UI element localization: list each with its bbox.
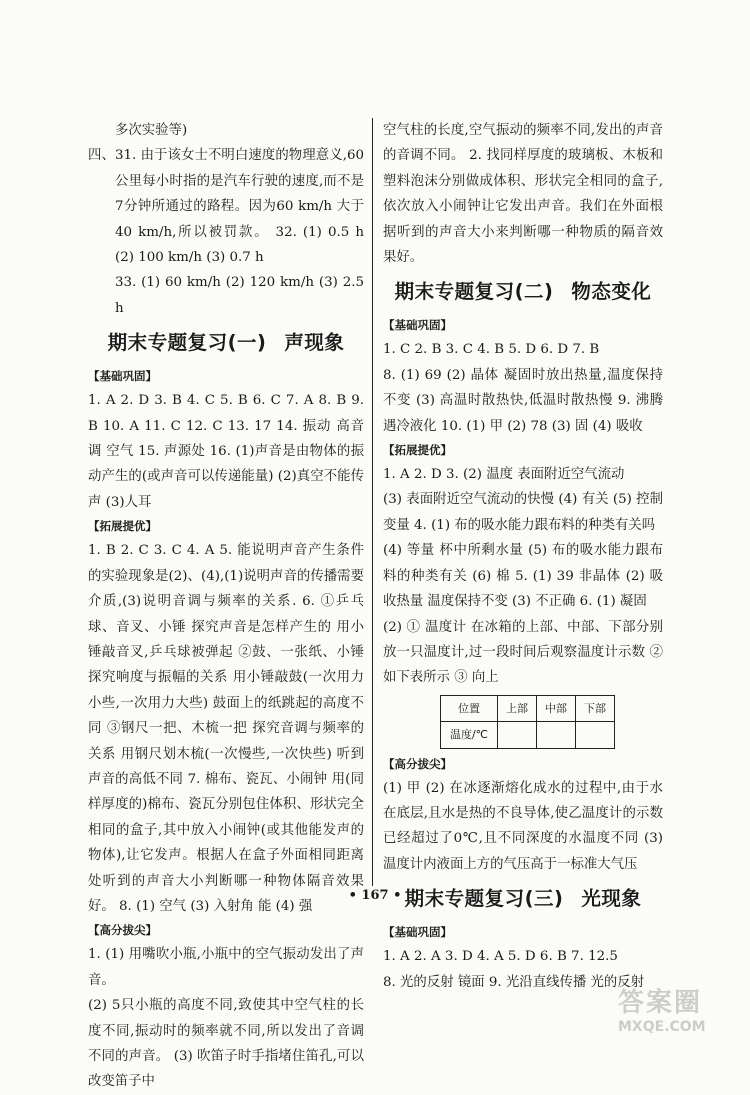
table-row bbox=[441, 722, 615, 748]
s3-basic-line-2: 8. 光的反射 镜面 9. 光沿直线传播 光的反射 bbox=[383, 974, 645, 990]
intro-line-2: 四、31. 由于该女士不明白速度的物理意义,60公里每小时指的是汽车行驶的速度,而不是7分钟所通过的路程。因为60 km/h 大于40 km/h,所以被罚款。 32. (1) 0.5 h (2) 100 km/h (3) 0.7 h bbox=[88, 148, 364, 266]
tag-extend-2: 【拓展提优】 bbox=[383, 443, 452, 458]
intro-line-3: 33. (1) 60 km/h (2) 120 km/h (3) 2.5 h bbox=[115, 275, 364, 316]
section-title-3: 期末专题复习(三) 光现象 bbox=[404, 887, 642, 911]
table-header-cell: 上部 bbox=[498, 695, 537, 721]
table-cell bbox=[537, 722, 576, 748]
watermark-text: 答案圈 bbox=[618, 988, 703, 1018]
watermark-url: MXQE.COM bbox=[618, 1019, 706, 1035]
tag-basic-3: 【基础巩固】 bbox=[383, 925, 452, 940]
section-title-1: 期末专题复习(一) 声现象 bbox=[107, 331, 345, 355]
tag-high-1: 【高分拔尖】 bbox=[88, 923, 157, 938]
s2-extend-line-3: (4) 等量 杯中所剩水量 (5) 布的吸水能力跟布料的种类有关 (6) 棉 5. (1) 39 非晶体 (2) 吸收热量 温度保持不变 (3) 不正确 6. (1) 凝固 bbox=[383, 543, 663, 610]
table-header-row bbox=[441, 695, 615, 721]
watermark-logo bbox=[618, 982, 738, 1042]
tag-basic-1: 【基础巩固】 bbox=[88, 369, 157, 384]
intro-line-1: 多次实验等) bbox=[115, 123, 188, 138]
temperature-table bbox=[440, 695, 615, 749]
s2-basic-line-2: 8. (1) 69 (2) 晶体 凝固时放出热量,温度保持不变 (3) 高温时散热快,低温时散热慢 9. 沸腾 遇冷液化 10. (1) 甲 (2) 78 (3) 固 (4) 吸收 bbox=[383, 367, 663, 434]
s1-extend-answers: 1. B 2. C 3. C 4. A 5. 能说明声音产生条件的实验现象是(2)、(4),(1)说明声音的传播需要介质,(3)说明音调与频率的关系. 6. ①乒乓球、音叉、小锤 探究声音是怎样产生的 用小锤敲音叉,乒乓球被弹起 ②鼓、一张纸、小锤 探究响度与振幅的关系 用小锤敲鼓(一次用力小些,一次用力大些) 鼓面上的纸跳起的高度不同 ③钢尺一把、木梳一把 探究音调与频率的关系 用钢尺划木梳(一次慢些,一次快些) 听到声音的高低不同 7. 棉布、瓷瓦、小闹钟 用(同样厚度的)棉布、瓷瓦分别包住体积、形状完全相同的盒子,其中放入小闹钟(或其他能发声的物体),让它发声。根据人在盒子外面相同距离处听到的声音大小判断哪一种物体隔音效果好。 8. (1) 空气 (3) 入射角 能 (4) 强 bbox=[88, 543, 364, 914]
table-header-cell: 中部 bbox=[537, 695, 576, 721]
table-header-cell: 下部 bbox=[576, 695, 615, 721]
s2-extend-line-1: 1. A 2. D 3. (2) 温度 表面附近空气流动 bbox=[383, 467, 625, 483]
section-title-2: 期末专题复习(二) 物态变化 bbox=[394, 280, 652, 304]
left-column bbox=[88, 118, 364, 1095]
column-divider bbox=[372, 118, 373, 886]
s1-basic-answers: 1. A 2. D 3. B 4. C 5. B 6. C 7. A 8. B 9. B 10. A 11. C 12. C 13. 17 14. 振动 高音调 空气 15. 声源处 16. (1)声音是由物体的振动产生的(或声音可以传递能量) (2)真空不能传声 (3)人耳 bbox=[88, 393, 364, 510]
tag-high-2: 【高分拔尖】 bbox=[383, 756, 452, 771]
tag-extend-1: 【拓展提优】 bbox=[88, 519, 157, 534]
s2-basic-line-1: 1. C 2. B 3. C 4. B 5. D 6. D 7. B bbox=[383, 342, 600, 358]
s3-basic-line-1: 1. A 2. A 3. D 4. A 5. D 6. B 7. 12.5 bbox=[383, 949, 618, 965]
right-column bbox=[383, 118, 663, 995]
s2-high-answers: (1) 甲 (2) 在冰逐渐熔化成水的过程中,由于水在底层,且水是热的不良导体,使乙温度计的示数已经超过了0℃,且不同深度的水温度不同 (3) 温度计内液面上方的气压高于一标准大气压 bbox=[383, 780, 663, 872]
table-header-cell: 位置 bbox=[441, 695, 498, 721]
s2-extend-line-2: (3) 表面附近空气流动的快慢 (4) 有关 (5) 控制变量 4. (1) 布的吸水能力跟布料的种类有关吗 bbox=[383, 492, 663, 533]
table-cell bbox=[576, 722, 615, 748]
tag-basic-2: 【基础巩固】 bbox=[383, 318, 452, 333]
s1-high-line-2: (2) 5只小瓶的高度不同,致使其中空气柱的长度不同,振动时的频率就不同,所以发出了音调不同的声音。 (3) 吹笛子时手指堵住笛孔,可以改变笛子中 bbox=[88, 998, 364, 1090]
s1-high-line-1: 1. (1) 用嘴吹小瓶,小瓶中的空气振动发出了声音。 bbox=[88, 947, 364, 988]
table-cell: 温度/℃ bbox=[441, 722, 498, 748]
table-cell bbox=[498, 722, 537, 748]
s2-extend-line-4: (2) ① 温度计 在冰箱的上部、中部、下部分别放一只温度计,过一段时间后观察温度计示数 ② 如下表所示 ③ 向上 bbox=[383, 619, 663, 686]
right-continuation: 空气柱的长度,空气振动的频率不同,发出的声音的音调不同。 2. 找同样厚度的玻璃板、木板和塑料泡沫分别做成体积、形状完全相同的盒子,依次放入小闹钟让它发出声音。我们在外面根据听到的声音大小来判断哪一种物质的隔音效果好。 bbox=[383, 123, 663, 266]
page-number: • 167 • bbox=[348, 888, 402, 903]
